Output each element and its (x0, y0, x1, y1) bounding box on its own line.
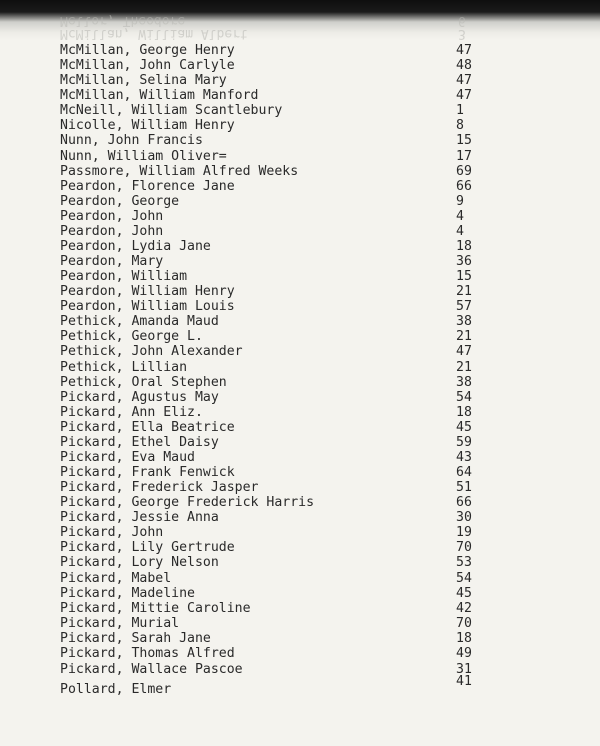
entry-number: 45 (456, 419, 472, 435)
entry-name: Pickard, Lily Gertrude (60, 540, 235, 556)
entry-number: 70 (456, 615, 472, 631)
list-item (60, 601, 490, 616)
entry-number: 47 (456, 73, 472, 89)
entry-number: 47 (456, 344, 472, 360)
list-item (60, 269, 490, 284)
entry-name: Pickard, John (60, 525, 164, 541)
entry-name: Pickard, Lory Nelson (60, 555, 219, 571)
list-item (60, 43, 490, 58)
entry-name: Pickard, Wallace Pascoe (60, 661, 243, 677)
entry-name: Peardon, Florence Jane (60, 178, 235, 194)
list-item (60, 631, 490, 646)
bleed-number: 3 (458, 26, 466, 41)
entry-number: 19 (456, 525, 472, 541)
entry-number: 47 (456, 88, 472, 104)
list-item (60, 209, 490, 224)
entry-name: Pickard, Ann Eliz. (60, 404, 203, 420)
entry-name: Peardon, William Henry (60, 284, 235, 300)
entry-number: 18 (456, 630, 472, 646)
entry-name: Pickard, Ethel Daisy (60, 434, 219, 450)
list-item (60, 314, 490, 329)
entry-number: 42 (456, 600, 472, 616)
entry-number: 18 (456, 404, 472, 420)
list-item (60, 179, 490, 194)
list-item (60, 420, 490, 435)
entry-number: 15 (456, 269, 472, 285)
entry-name: McMillan, George Henry (60, 43, 235, 58)
bleed-name: Mellor, Theodore (60, 13, 186, 28)
entry-number: 69 (456, 163, 472, 179)
entry-number: 49 (456, 645, 472, 661)
entry-name: Pethick, George L. (60, 329, 203, 345)
entry-name: Peardon, Mary (60, 254, 164, 269)
entry-name: Peardon, George (60, 193, 180, 209)
entry-name: Pickard, Frederick Jasper (60, 480, 259, 495)
entry-number: 31 (456, 661, 472, 677)
entry-name: Pickard, Frank Fenwick (60, 465, 235, 480)
list-item (60, 495, 490, 510)
entry-name: Peardon, William (60, 269, 188, 285)
entry-name: McMillan, John Carlyle (60, 58, 235, 74)
entry-name: Peardon, John (60, 208, 164, 224)
entry-number: 21 (456, 329, 472, 345)
entry-number: 70 (456, 540, 472, 556)
list-item (60, 344, 490, 359)
list-item (60, 360, 490, 375)
list-item (60, 555, 490, 570)
list-item (60, 133, 490, 148)
entry-name: Nunn, John Francis (60, 133, 203, 149)
bleed-name: McMillan, William Albert (60, 26, 248, 41)
entry-name: Pickard, George Frederick Harris (60, 495, 315, 511)
entry-number: 17 (456, 148, 472, 164)
entry-name: Pickard, Sarah Jane (60, 630, 211, 646)
entry-number: 64 (456, 465, 472, 480)
list-item (60, 510, 490, 525)
list-item (60, 646, 490, 661)
list-item (60, 224, 490, 239)
entry-number: 54 (456, 570, 472, 586)
entry-number: 66 (456, 495, 472, 511)
bleed-number: 6 (458, 13, 466, 28)
entry-number: 21 (456, 284, 472, 300)
entry-name: Pethick, John Alexander (60, 344, 243, 360)
list-item (60, 673, 490, 697)
list-item (60, 194, 490, 209)
entry-number: 53 (456, 555, 472, 571)
entry-name: Pethick, Amanda Maud (60, 314, 219, 330)
entry-name: McNeill, William Scantlebury (60, 103, 283, 119)
entry-name: Peardon, William Louis (60, 299, 235, 315)
list-item (60, 571, 490, 586)
entry-number: 57 (456, 299, 472, 315)
entry-name: Nicolle, William Henry (60, 118, 235, 134)
entry-name: Pethick, Oral Stephen (60, 374, 227, 390)
entry-number: 45 (456, 585, 472, 601)
list-item (60, 149, 490, 164)
entry-name: Pickard, Madeline (60, 585, 195, 601)
list-item (60, 58, 490, 73)
entry-name: Pickard, Mittie Caroline (60, 600, 251, 616)
list-item (60, 239, 490, 254)
list-item (60, 88, 490, 103)
entry-number: 4 (456, 208, 464, 224)
entry-number: 59 (456, 434, 472, 450)
list-item (60, 329, 490, 344)
list-item (60, 390, 490, 405)
list-item (60, 299, 490, 314)
entry-name: Pollard, Elmer (60, 681, 172, 697)
entry-number: 38 (456, 374, 472, 390)
entry-name: Pickard, Mabel (60, 570, 172, 586)
entry-number: 9 (456, 193, 464, 209)
entry-number: 4 (456, 223, 464, 239)
entry-number: 47 (456, 43, 472, 58)
list-item (60, 103, 490, 118)
entry-number: 38 (456, 314, 472, 330)
list-item (60, 118, 490, 133)
entry-name: Pickard, Jessie Anna (60, 510, 219, 526)
entry-number: 8 (456, 118, 464, 134)
entry-name: Pickard, Agustus May (60, 389, 219, 405)
list-item (60, 480, 490, 495)
entry-name: Pickard, Murial (60, 615, 180, 631)
list-item (60, 465, 490, 480)
entry-number: 51 (456, 480, 472, 495)
entry-number: 36 (456, 254, 472, 269)
entry-number: 54 (456, 389, 472, 405)
entry-name: Pickard, Eva Maud (60, 449, 195, 465)
list-item (60, 662, 490, 677)
entry-name: McMillan, Selina Mary (60, 73, 227, 89)
entry-number: 43 (456, 449, 472, 465)
list-item (60, 450, 490, 465)
entry-number: 41 (456, 673, 472, 689)
entry-number: 66 (456, 178, 472, 194)
list-item (60, 375, 490, 390)
entry-name: Pickard, Thomas Alfred (60, 645, 235, 661)
entry-name: McMillan, William Manford (60, 88, 259, 104)
list-item (60, 405, 490, 420)
entry-name: Passmore, William Alfred Weeks (60, 163, 299, 179)
entry-name: Pickard, Ella Beatrice (60, 419, 235, 435)
list-item (60, 525, 490, 540)
entry-number: 18 (456, 238, 472, 254)
list-item (60, 254, 490, 269)
entry-number: 1 (456, 103, 464, 119)
entry-number: 48 (456, 58, 472, 74)
entry-number: 30 (456, 510, 472, 526)
list-item (60, 540, 490, 555)
list-item (60, 73, 490, 88)
list-item (60, 616, 490, 631)
list-item (60, 164, 490, 179)
list-item (60, 435, 490, 450)
list-item (60, 586, 490, 601)
entry-name: Peardon, John (60, 223, 164, 239)
entry-name: Peardon, Lydia Jane (60, 238, 211, 254)
entry-number: 15 (456, 133, 472, 149)
entry-name: Pethick, Lillian (60, 359, 188, 375)
entry-name: Nunn, William Oliver= (60, 148, 227, 164)
entry-number: 21 (456, 359, 472, 375)
list-item (60, 284, 490, 299)
